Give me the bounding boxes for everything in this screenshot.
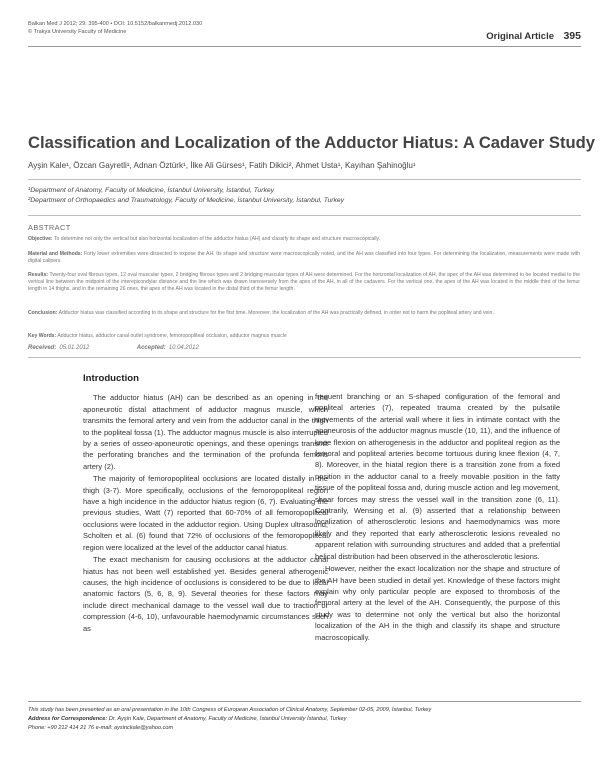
accepted-label: Accepted: <box>136 345 166 351</box>
accepted-date: 10.04.2012 <box>168 345 199 351</box>
keywords-label: Key Words: <box>28 333 57 339</box>
abstract-methods <box>28 251 580 265</box>
received-date: 05.01.2012 <box>59 345 90 351</box>
journal-citation: Balkan Med J 2012; 29: 395-400 • DOI: 10.5152/balkanmedj.2012.030 <box>28 21 203 27</box>
affiliation-rule <box>28 179 581 180</box>
correspondence-text: Dr. Ayşin Kale, Department of Anatomy, Faculty of Medicine, İstanbul University İstanbul, Turkey <box>108 716 347 723</box>
received-accepted-dates <box>28 345 199 351</box>
abstract-heading: ABSTRACT <box>28 223 71 232</box>
correspondence-line <box>28 715 588 724</box>
body-column-right <box>315 391 560 644</box>
conclusion-label: Conclusion: <box>28 310 58 316</box>
body-paragraph: The majority of femoropopliteal occlusions are located distally in the thigh (3-7). More specifically, occlusions of the femoropopliteal region have a high incidence in the adductor hiatus region (6, 7). Evaluating the previous studies, Watt (7) reported that 60-70% of all femoropopliteal occlusions were located in the adductor region. Using Duplex ultrasound, Scholten et al. (6) found that 72% of occlusions of the femoropopliteal region were localized at the level of the adductor canal hiatus. <box>83 474 328 552</box>
keywords-text: Adductor hiatus, adductor canal outlet syndrome, femoropopliteal occlusion, adductor magnus muscle <box>57 333 287 339</box>
affiliation-2: ²Department of Orthopaedics and Traumatology, Faculty of Medicine, İstanbul University, İstanbul, Turkey <box>28 196 345 204</box>
received-label: Received: <box>28 345 57 351</box>
body-paragraph: frequent branching or an S-shaped configuration of the femoral and popliteal arteries (7), repeated trauma created by the pulsatile movements of the arterial wall where it lies in intimate contact with the aponeurosis of the adductor magnus muscle (10, 11), and the influence of knee flexion on atherogenesis in the adductor and popliteal region as the femoral and popliteal arteries become tortuous during knee flexion (4, 7, 8). Moreover, in the hiatal region there is a transition zone from a fixed position in the adductor canal to a freely movable position in the fatty tissue of the popliteal fossa and, during muscle action and leg movement, shear forces may stress the vessel wall in the transition zone (6, 11). Contrarily, Wensing et al. (9) asserted that a relationship between localization of atherosclerotic lesions and haemodynamics was more likely and they reported that early atherosclerotic lesions revealed no apparent relation with surrounding structures and added that a prefential helical distribution had been observed in the atherosclerotic lesions. <box>315 392 560 561</box>
journal-copyright: © Trakya University Faculty of Medicine <box>28 28 127 35</box>
page-number: 395 <box>563 30 581 42</box>
footnote-rule <box>28 701 581 702</box>
affiliations <box>28 186 344 205</box>
correspondence-label: Address for Correspondence: <box>28 716 108 723</box>
footnote <box>28 706 588 734</box>
presentation-note: This study has been presented as an oral presentation in the 10th Congress of European Association of Clinical Anatomy, September 02-05, 2009, İstanbul, Turkey <box>28 707 432 713</box>
objective-text: To determine not only the vertical but also horizontal localization of the adductor hiatus (AH) and classify its shape and structure macroscopically. <box>53 236 381 242</box>
conclusion-text: Adductor hiatus was classified according to its shape and structure for the first time. Moreover, the localization of the AH was practically defined, in order not to harm the popliteal artery and vein. <box>58 310 494 316</box>
affiliation-1: ¹Department of Anatomy, Faculty of Medicine, İstanbul University, İstanbul, Turkey <box>28 187 275 194</box>
objective-label: Objective: <box>28 236 53 242</box>
results-text: Twenty-four oval fibrous types, 12 oval muscular types, 2 bridging fibrous types and 2 bridging muscular types of AH were determined. For the horizontal localization of AH, the apex of the AH was determined to be located medial to the vertical line between the midpoint of the interepicondylar distance and the line which was drawn transversely from the apex of the AH, in all of the cadavers. For the vertical one, the apex of the AH was located in the middle third of the femur length in 14 thighs, and in the remaining 26 ones, the apex of the AH was located in the distal third of the femur length. <box>28 272 580 293</box>
header-rule <box>28 46 581 47</box>
author-list: Ayşin Kale¹, Özcan Gayretli¹, Adnan Öztürk¹, İlke Ali Gürses¹, Fatih Dikici², Ahmet Usta¹, Kayıhan Şahinoğlu¹ <box>28 161 416 170</box>
journal-meta <box>28 21 202 36</box>
dates-rule <box>28 357 581 358</box>
body-paragraph: The adductor hiatus (AH) can be described as an opening in the aponeurotic distal attachment of adductor magnus muscle, which transmits the femoral artery and vein from the adductor canal in the thigh to the popliteal fossa (1). The adductor magnus muscle is also interrupted by a series of osseo-aponeurotic openings, and these openings transmit the perforating branches and the termination of the profunda femoris artery (2). <box>83 393 328 471</box>
contact-line: Phone: +90 212 414 21 76 e-mail: aysinckale@yahoo.com <box>28 725 174 732</box>
abstract-results <box>28 272 580 294</box>
methods-label: Material and Methods: <box>28 251 83 257</box>
article-title: Classification and Localization of the Adductor Hiatus: A Cadaver Study <box>28 133 596 152</box>
abstract-conclusion <box>28 310 580 317</box>
introduction-heading: Introduction <box>83 373 139 384</box>
abstract-keywords <box>28 333 580 340</box>
methods-text: Forty lower extremities were dissected to expose the AH. Its shape and structure were macroscopically noted, and the AH was classified into four types. For determining the localization, measurements were made with digital calipers. <box>28 251 580 265</box>
abstract-objective <box>28 236 580 243</box>
article-type: Original Article <box>486 31 554 42</box>
results-label: Results: <box>28 272 49 278</box>
body-column-left <box>83 373 328 635</box>
body-paragraph: However, neither the exact localization nor the shape and structure of the AH have been studied in detail yet. Knowledge of these factors might explain why only particular people are exposed to thrombosis of the femoral artery at the level of the AH. Consequently, the purpose of this study was to determine not only the vertical but also the horizontal localization of the AH in the thigh and classify its shape and structure macroscopically. <box>315 564 560 642</box>
body-paragraph: The exact mechanism for causing occlusions at the adductor canal hiatus has not been well established yet. Besides general atherogenic causes, the high incidence of occlusions is considered to be due to local anatomic factors (5, 6, 8, 9). Several theories for these factors may include direct mechanical damage to the vessel wall due to traction or compression (4-6, 10), unfavourable haemodynamic circumstances such as <box>83 555 328 633</box>
